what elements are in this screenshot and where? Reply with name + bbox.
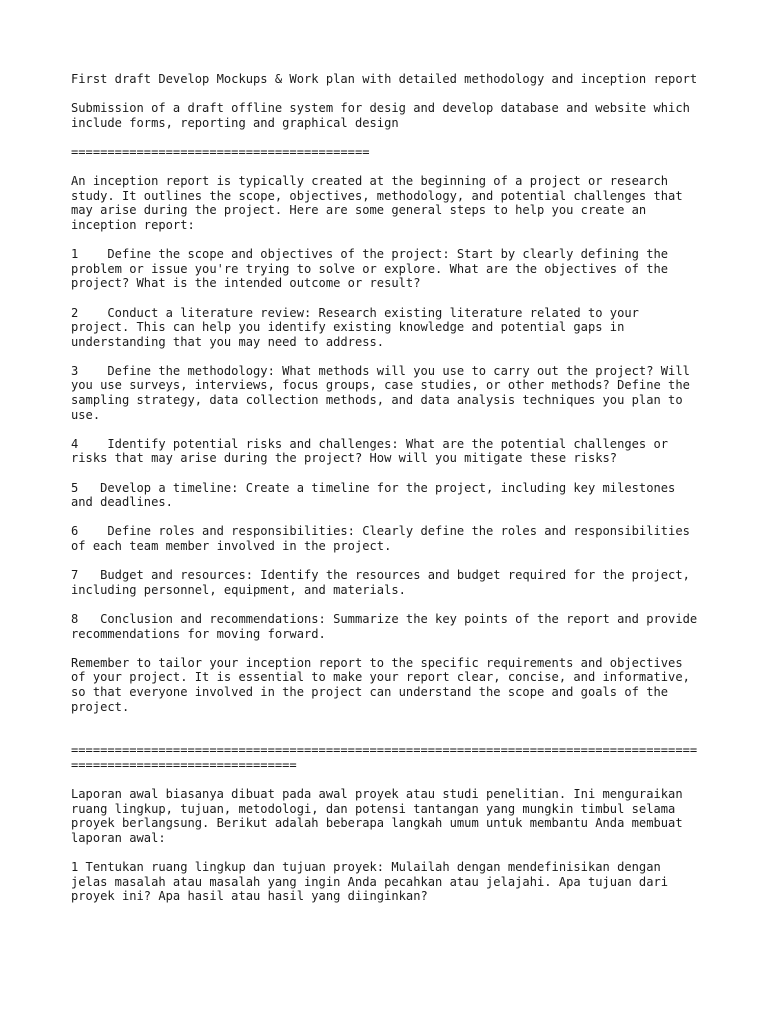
indonesian-step-1: 1 Tentukan ruang lingkup dan tujuan proyek: Mulailah dengan mendefinisikan dengan jelas masalah atau masalah yang ingin Anda pecahkan atau jelajahi. Apa tujuan dari proyek ini? Apa hasil atau hasil yang diinginkan? xyxy=(71,860,676,904)
document-title: First draft Develop Mockups & Work plan with detailed methodology and inception report xyxy=(71,72,698,86)
document-body xyxy=(71,72,705,918)
indonesian-intro-paragraph: Laporan awal biasanya dibuat pada awal proyek atau studi penelitian. Ini menguraikan ruang lingkup, tujuan, metodologi, dan potensi tantangan yang mungkin timbul selama proyek berlangsung. Berikut adalah beberapa langkah umum untuk membantu Anda membuat laporan awal: xyxy=(71,787,690,845)
step-8: 8 Conclusion and recommendations: Summarize the key points of the report and provide recommendations for moving forward. xyxy=(71,611,705,641)
step-3: 3 Define the methodology: What methods will you use to carry out the project? Will you use surveys, interviews, focus groups, case studies, or other methods? Define the sampling strategy, data collection methods, and data analysis techniques you plan to use. xyxy=(71,363,698,422)
step-1: 1 Define the scope and objectives of the project: Start by clearly defining the problem or issue you're trying to solve or explore. What are the objectives of the project? What is the intended outcome or result? xyxy=(71,247,676,291)
step-7: 7 Budget and resources: Identify the resources and budget required for the project, including personnel, equipment, and materials. xyxy=(71,568,698,597)
separator-long: ===================================================================================================================== xyxy=(71,743,698,772)
intro-paragraph: An inception report is typically created at the beginning of a project or research study. It outlines the scope, objectives, methodology, and potential challenges that may arise during the project. Here are some general steps to help you create an inception report: xyxy=(71,174,690,232)
closing-paragraph: Remember to tailor your inception report to the specific requirements and objectives of your project. It is essential to make your report clear, concise, and informative, so that everyone involved in the project can understand the scope and goals of the project. xyxy=(71,655,698,714)
blank-line xyxy=(71,729,701,744)
separator-short: ========================================= xyxy=(71,144,370,159)
submission-text: Submission of a draft offline system for desig and develop database and website which include forms, reporting and graphical design xyxy=(71,101,698,130)
step-6: 6 Define roles and responsibilities: Clearly define the roles and responsibilities of each team member involved in the project. xyxy=(71,524,698,553)
step-5: 5 Develop a timeline: Create a timeline for the project, including key milestones and deadlines. xyxy=(71,480,683,510)
step-2: 2 Conduct a literature review: Research existing literature related to your project. This can help you identify existing knowledge and potential gaps in understanding that you may need to address. xyxy=(71,305,647,349)
step-4: 4 Identify potential risks and challenges: What are the potential challenges or risks that may arise during the project? How will you mitigate these risks? xyxy=(71,436,676,466)
